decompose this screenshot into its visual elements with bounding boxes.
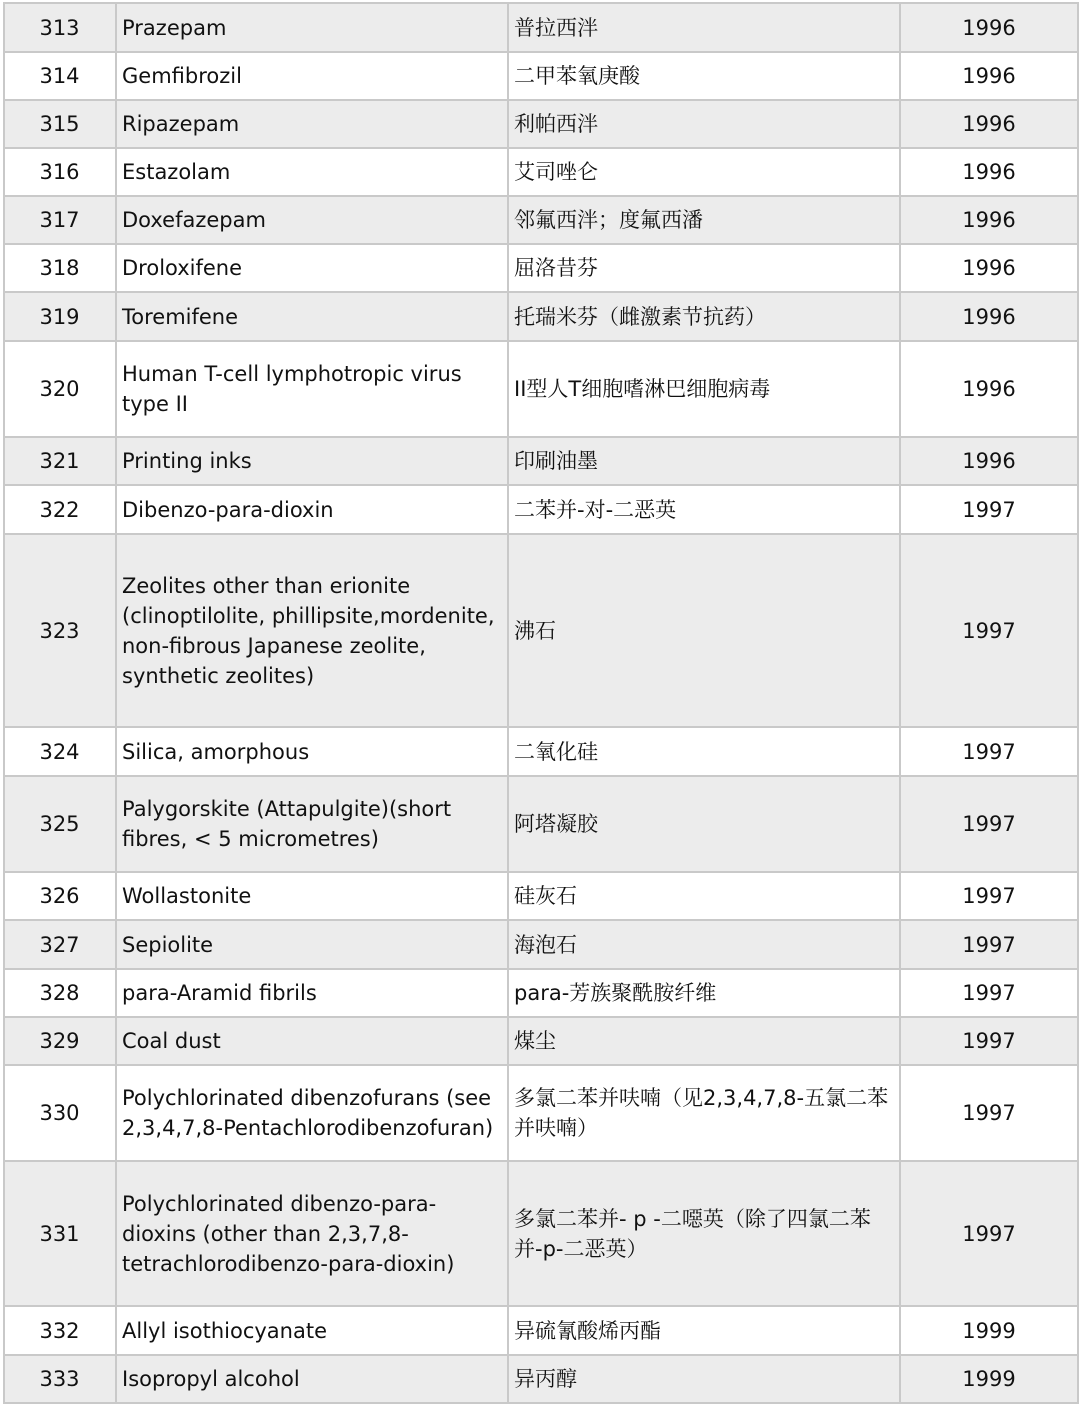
evaluation-year: 1996 bbox=[900, 292, 1078, 341]
agent-name-cn: 邻氟西泮；度氟西潘 bbox=[508, 196, 900, 244]
agent-name-cn: 硅灰石 bbox=[508, 872, 900, 920]
agent-name-cn: 多氯二苯并- p -二噁英（除了四氯二苯并-p-二恶英） bbox=[508, 1161, 900, 1306]
agent-number: 325 bbox=[4, 776, 116, 872]
agent-name-en: Doxefazepam bbox=[116, 196, 508, 244]
table-row bbox=[4, 148, 1078, 196]
table-row bbox=[4, 872, 1078, 920]
table-row bbox=[4, 485, 1078, 534]
agent-name-en: Gemfibrozil bbox=[116, 52, 508, 100]
table-row bbox=[4, 292, 1078, 341]
table-row bbox=[4, 969, 1078, 1017]
agent-name-en: Isopropyl alcohol bbox=[116, 1355, 508, 1403]
table-row bbox=[4, 1161, 1078, 1306]
evaluation-year: 1996 bbox=[900, 3, 1078, 52]
evaluation-year: 1997 bbox=[900, 872, 1078, 920]
evaluation-year: 1997 bbox=[900, 1161, 1078, 1306]
agent-name-en: Silica, amorphous bbox=[116, 727, 508, 776]
evaluation-year: 1997 bbox=[900, 534, 1078, 727]
agent-number: 316 bbox=[4, 148, 116, 196]
agent-number: 314 bbox=[4, 52, 116, 100]
agent-number: 333 bbox=[4, 1355, 116, 1403]
agent-number: 321 bbox=[4, 437, 116, 485]
table-row bbox=[4, 1355, 1078, 1403]
agent-number: 329 bbox=[4, 1017, 116, 1065]
agent-list-page bbox=[3, 2, 1077, 1404]
evaluation-year: 1997 bbox=[900, 776, 1078, 872]
agent-name-en: Dibenzo-para-dioxin bbox=[116, 485, 508, 534]
agent-name-cn: 二氧化硅 bbox=[508, 727, 900, 776]
agent-name-cn: 多氯二苯并呋喃（见2,3,4,7,8-五氯二苯并呋喃） bbox=[508, 1065, 900, 1161]
agent-name-en: Droloxifene bbox=[116, 244, 508, 292]
evaluation-year: 1997 bbox=[900, 1065, 1078, 1161]
agent-name-cn: 异丙醇 bbox=[508, 1355, 900, 1403]
agent-name-cn: 艾司唑仑 bbox=[508, 148, 900, 196]
table-row bbox=[4, 196, 1078, 244]
table-row bbox=[4, 1306, 1078, 1355]
agent-number: 322 bbox=[4, 485, 116, 534]
agent-number: 324 bbox=[4, 727, 116, 776]
agent-number: 318 bbox=[4, 244, 116, 292]
agent-name-cn: 普拉西泮 bbox=[508, 3, 900, 52]
agent-number: 319 bbox=[4, 292, 116, 341]
table-row bbox=[4, 100, 1078, 148]
table-row bbox=[4, 244, 1078, 292]
agent-name-en: Human T-cell lymphotropic virus type II bbox=[116, 341, 508, 437]
evaluation-year: 1996 bbox=[900, 244, 1078, 292]
table-row bbox=[4, 1065, 1078, 1161]
agent-number: 320 bbox=[4, 341, 116, 437]
agent-number: 326 bbox=[4, 872, 116, 920]
evaluation-year: 1997 bbox=[900, 1017, 1078, 1065]
evaluation-year: 1996 bbox=[900, 341, 1078, 437]
evaluation-year: 1999 bbox=[900, 1306, 1078, 1355]
table-row bbox=[4, 3, 1078, 52]
evaluation-year: 1996 bbox=[900, 437, 1078, 485]
table-row bbox=[4, 1017, 1078, 1065]
agent-name-cn: 异硫氰酸烯丙酯 bbox=[508, 1306, 900, 1355]
agent-name-en: Toremifene bbox=[116, 292, 508, 341]
agent-name-en: Printing inks bbox=[116, 437, 508, 485]
evaluation-year: 1997 bbox=[900, 727, 1078, 776]
agent-number: 315 bbox=[4, 100, 116, 148]
agent-name-cn: 二甲苯氧庚酸 bbox=[508, 52, 900, 100]
table-row bbox=[4, 920, 1078, 969]
agent-number: 328 bbox=[4, 969, 116, 1017]
table-row bbox=[4, 52, 1078, 100]
agent-name-en: para-Aramid fibrils bbox=[116, 969, 508, 1017]
agent-name-cn: 印刷油墨 bbox=[508, 437, 900, 485]
evaluation-year: 1996 bbox=[900, 196, 1078, 244]
agent-number: 327 bbox=[4, 920, 116, 969]
agent-name-cn: 二苯并-对-二恶英 bbox=[508, 485, 900, 534]
agent-table bbox=[3, 2, 1079, 1404]
agent-name-en: Allyl isothiocyanate bbox=[116, 1306, 508, 1355]
evaluation-year: 1997 bbox=[900, 920, 1078, 969]
agent-number: 331 bbox=[4, 1161, 116, 1306]
agent-name-cn: 托瑞米芬（雌激素节抗药） bbox=[508, 292, 900, 341]
agent-name-cn: 沸石 bbox=[508, 534, 900, 727]
agent-name-cn: 阿塔凝胶 bbox=[508, 776, 900, 872]
agent-name-en: Coal dust bbox=[116, 1017, 508, 1065]
agent-name-en: Polychlorinated dibenzo-para-dioxins (other than 2,3,7,8-tetrachlorodibenzo-para-dioxin) bbox=[116, 1161, 508, 1306]
agent-name-en: Wollastonite bbox=[116, 872, 508, 920]
agent-number: 317 bbox=[4, 196, 116, 244]
agent-name-en: Polychlorinated dibenzofurans (see 2,3,4,7,8-Pentachlorodibenzofuran) bbox=[116, 1065, 508, 1161]
table-row bbox=[4, 727, 1078, 776]
agent-number: 323 bbox=[4, 534, 116, 727]
agent-name-en: Palygorskite (Attapulgite)(short fibres, < 5 micrometres) bbox=[116, 776, 508, 872]
agent-name-en: Estazolam bbox=[116, 148, 508, 196]
agent-number: 332 bbox=[4, 1306, 116, 1355]
evaluation-year: 1996 bbox=[900, 148, 1078, 196]
table-row bbox=[4, 534, 1078, 727]
agent-number: 313 bbox=[4, 3, 116, 52]
agent-name-en: Prazepam bbox=[116, 3, 508, 52]
agent-name-cn: 煤尘 bbox=[508, 1017, 900, 1065]
evaluation-year: 1996 bbox=[900, 52, 1078, 100]
table-row bbox=[4, 776, 1078, 872]
table-row bbox=[4, 341, 1078, 437]
agent-name-en: Sepiolite bbox=[116, 920, 508, 969]
agent-name-cn: 屈洛昔芬 bbox=[508, 244, 900, 292]
table-row bbox=[4, 437, 1078, 485]
agent-name-en: Ripazepam bbox=[116, 100, 508, 148]
agent-name-cn: 海泡石 bbox=[508, 920, 900, 969]
agent-name-en: Zeolites other than erionite (clinoptilolite, phillipsite,mordenite, non-fibrous Japanese zeolite, synthetic zeolites) bbox=[116, 534, 508, 727]
evaluation-year: 1996 bbox=[900, 100, 1078, 148]
agent-number: 330 bbox=[4, 1065, 116, 1161]
evaluation-year: 1997 bbox=[900, 969, 1078, 1017]
agent-name-cn: para-芳族聚酰胺纤维 bbox=[508, 969, 900, 1017]
agent-name-cn: 利帕西泮 bbox=[508, 100, 900, 148]
agent-name-cn: II型人T细胞嗜淋巴细胞病毒 bbox=[508, 341, 900, 437]
evaluation-year: 1999 bbox=[900, 1355, 1078, 1403]
evaluation-year: 1997 bbox=[900, 485, 1078, 534]
